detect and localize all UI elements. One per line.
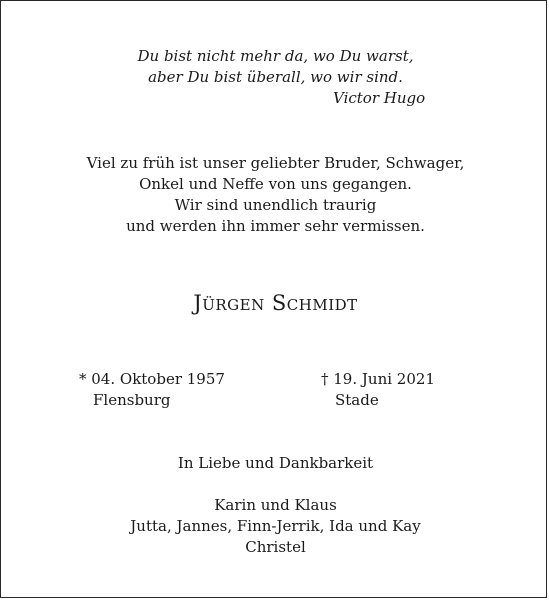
birth-date: * 04. Oktober 1957 <box>79 370 225 388</box>
death-info <box>321 369 435 411</box>
mourners-list <box>1 495 549 558</box>
message-line: Wir sind unendlich traurig <box>174 196 377 214</box>
obituary-message <box>1 153 549 237</box>
quote-line: Du bist nicht mehr da, wo Du warst, <box>137 47 414 65</box>
quote-author: Victor Hugo <box>333 89 426 107</box>
birth-info <box>79 369 225 411</box>
message-line: und werden ihn immer sehr vermissen. <box>126 217 425 235</box>
death-place: Stade <box>335 391 379 409</box>
mourner-line: Jutta, Jannes, Finn-Jerrik, Ida und Kay <box>130 517 421 535</box>
deceased-name: Jürgen Schmidt <box>193 291 358 315</box>
closing-phrase: In Liebe und Dankbarkeit <box>177 454 374 472</box>
message-line: Viel zu früh ist unser geliebter Bruder, Schwager, <box>86 154 465 172</box>
quote-line: aber Du bist überall, wo wir sind. <box>148 68 403 86</box>
birth-place: Flensburg <box>93 391 171 409</box>
death-date: † 19. Juni 2021 <box>321 370 435 388</box>
message-line: Onkel und Neffe von uns gegangen. <box>139 175 412 193</box>
quote <box>1 46 549 88</box>
mourner-line: Karin und Klaus <box>214 496 337 514</box>
mourner-line: Christel <box>245 538 306 556</box>
